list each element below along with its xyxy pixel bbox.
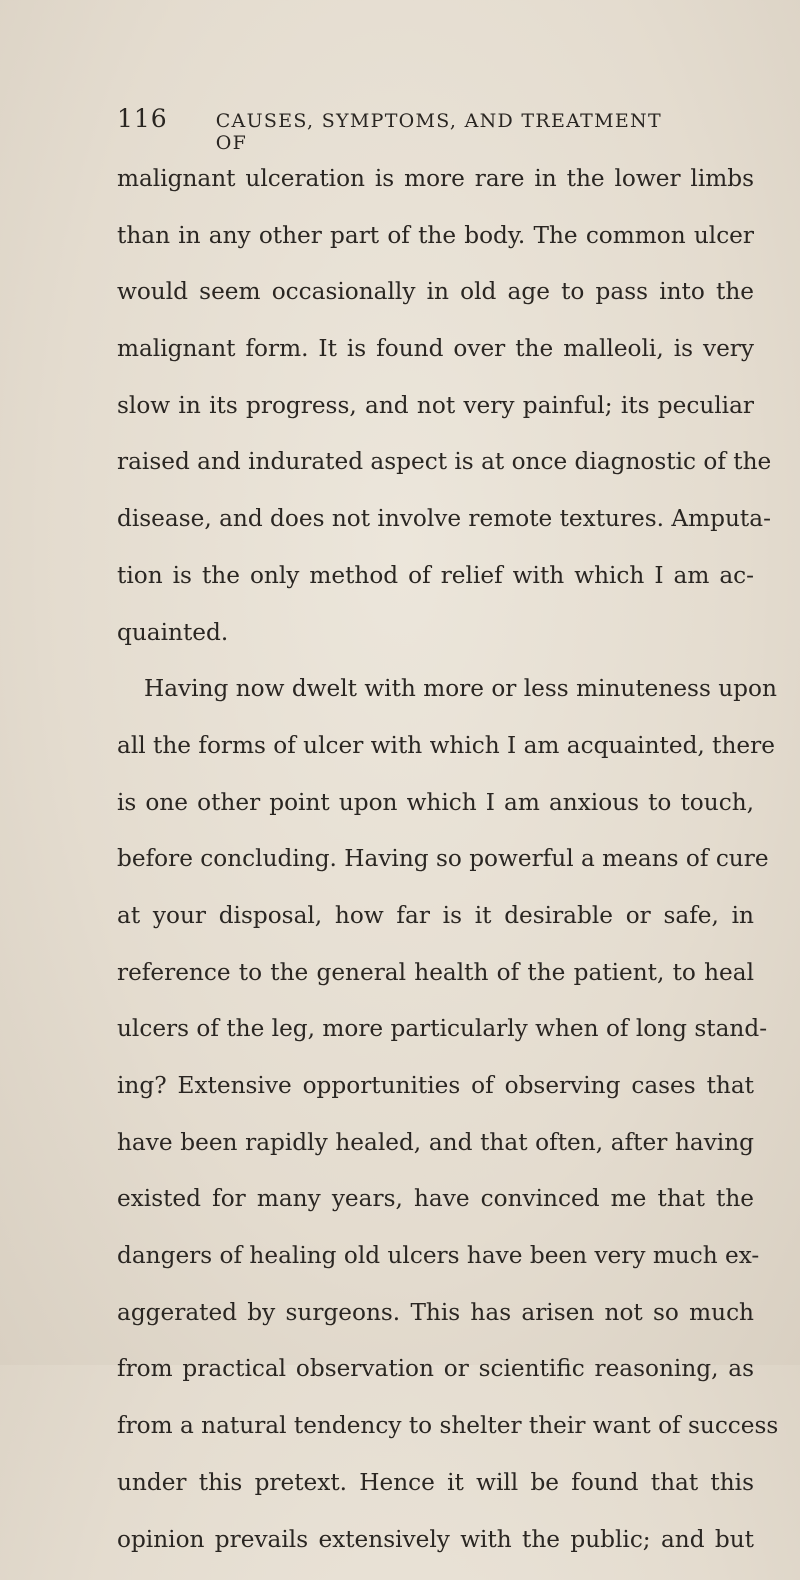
text-line: ulcers of the leg, more particularly when of long stand- — [117, 1013, 754, 1070]
text-line: reference to the general health of the patient, to heal — [117, 957, 754, 1014]
text-line: have been rapidly healed, and that often, after having — [117, 1127, 754, 1184]
text-line: under this pretext. Hence it will be found that this — [117, 1467, 754, 1524]
text-line: malignant ulceration is more rare in the lower limbs — [117, 163, 754, 220]
text-line: opinion prevails extensively with the public; and but — [117, 1524, 754, 1580]
text-line: all the forms of ulcer with which I am acquainted, there — [117, 730, 754, 787]
text-line: than in any other part of the body. The common ulcer — [117, 220, 754, 277]
text-line: at your disposal, how far is it desirable or safe, in — [117, 900, 754, 957]
text-line: disease, and does not involve remote textures. Amputa- — [117, 503, 754, 560]
text-line: ing? Extensive opportunities of observing cases that — [117, 1070, 754, 1127]
text-line: slow in its progress, and not very painful; its peculiar — [117, 390, 754, 447]
text-line: existed for many years, have convinced me that the — [117, 1183, 754, 1240]
text-line: quainted. — [117, 617, 754, 674]
text-line: is one other point upon which I am anxious to touch, — [117, 787, 754, 844]
text-line: tion is the only method of relief with which I am ac- — [117, 560, 754, 617]
text-line: before concluding. Having so powerful a means of cure — [117, 843, 754, 900]
text-line: aggerated by surgeons. This has arisen not so much — [117, 1297, 754, 1354]
text-line: from practical observation or scientific reasoning, as — [117, 1353, 754, 1410]
text-line: from a natural tendency to shelter their want of success — [117, 1410, 754, 1467]
text-line: dangers of healing old ulcers have been very much ex- — [117, 1240, 754, 1297]
page-number: 116 — [117, 104, 168, 133]
body-text — [117, 163, 754, 1580]
page-header — [117, 104, 677, 144]
text-line: raised and indurated aspect is at once diagnostic of the — [117, 446, 754, 503]
text-line: would seem occasionally in old age to pass into the — [117, 276, 754, 333]
running-head: CAUSES, SYMPTOMS, AND TREATMENT OF — [216, 110, 677, 154]
paragraph-start-line: Having now dwelt with more or less minuteness upon — [117, 673, 754, 730]
text-line: malignant form. It is found over the malleoli, is very — [117, 333, 754, 390]
